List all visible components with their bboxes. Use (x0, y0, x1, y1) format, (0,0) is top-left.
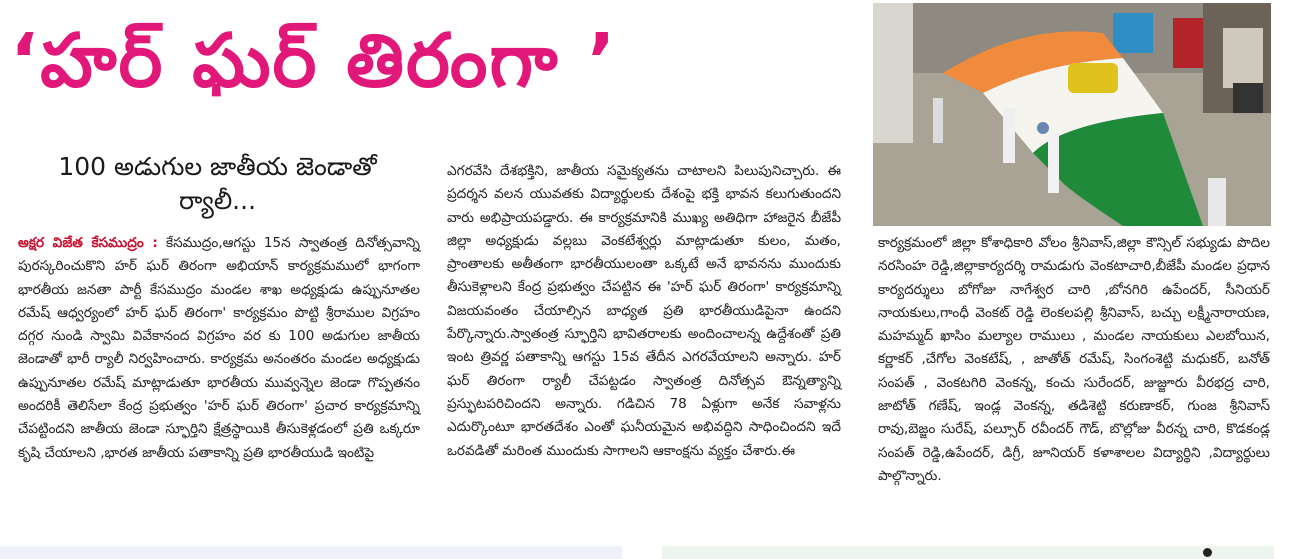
article-text-col3: కార్యక్రమంలో జిల్లా కోశాధికారి వోలం శ్రీనివాస్,జిల్లా కౌన్సిల్ సభ్యుడు పొదిల నరసింహ రెడ్డి,జిల్లాకార్యదర్శి రామడుగు వెంకటాచారి,బీజేపీ మండల ప్రధాన కార్యదర్శులు బోగోజు నాగేశ్వర చారి ,బోనగిరి ఉపేందర్, సీనియర్ నాయకులు,గాంధీ వెంకట్ రెడ్డి లెంకలపల్లి శ్రీనివాస్, బచ్చు లక్ష్మీనారాయణ, మహమ్మద్ ఖాసిం మల్యాల రాములు , మండల నాయకులు ఎలబోయిన, కర్ణాకర్ ,చేగోల వెంకటేష్, , జాతోత్ రమేష్, సింగంశెట్టి మధుకర్, బనోత్ సంపత్ , వెంకటగిరి వెంకన్న, కంచు సురేందర్, జుజ్జూరు వీరభద్ర చారి, జాటోత్ గణేష్, ఇండ్ల వెంకన్న, తడిశెట్టి కరుణాకర్, గుంజ శ్రీనివాస్ రావు,బెజ్జం సురేష్, పల్సూర్ రవీందర్ గౌడ్, బొల్లోజు వీరన్న చారి, కొడకండ్ల సంపత్ రెడ్డి,ఉపేందర్, డిగ్రీ, జూనియర్ కళాశాలల విద్యార్థిని ,విద్యార్థులు పాల్గొన్నారు. (878, 235, 1270, 484)
rally-photo (873, 3, 1271, 226)
headline: ‘హర్ ఘర్ తిరంగా ’ (10, 18, 618, 104)
subheadline: 100 అడుగుల జాతీయ జెండాతో ర్యాలీ... (58, 152, 377, 215)
article-column-1 (18, 232, 420, 465)
article-column-2 (447, 160, 841, 463)
bullet-dot (1203, 548, 1212, 557)
next-article-strip-left (0, 546, 622, 559)
article-text-col1: కేసముద్రం,ఆగస్టు 15న స్వాతంత్ర దినోత్సవాన్ని పురస్కరించుకొని హర్ ఘర్ తిరంగా అభియాన్ కార్యక్రమములో భాగంగా భారతీయ జనతా పార్టీ కేసముద్రం మండల శాఖ అధ్యక్షుడు ఉప్పునూతల రమేష్ ఆధ్వర్యంలో హర్ ఘర్ తిరంగా' కార్యక్రమం పొట్టి శ్రీరాముల విగ్రహం దగ్గర నుండి స్వామి వివేకానంద విగ్రహం వర కు 100 అడుగుల జాతీయ జెండాతో భారీ ర్యాలీ నిర్వహించారు. కార్యక్రమ అనంతరం మండల అధ్యక్షుడు ఉప్పునూతల రమేష్ మాట్లాడుతూ భారతీయ మువ్వన్నెల జెండా గొప్పతనం అందరికీ తెలిసేలా కేంద్ర ప్రభుత్వం 'హర్ ఘర్ తిరంగా' ప్రచార కార్యక్రమాన్ని చేపట్టిందని జాతీయ జెండా స్ఫూర్తిని క్షేత్రస్థాయికి తీసుకెళ్లడంలో ప్రతి ఒక్కరూ కృషి చేయాలని ,భారత జాతీయ పతాకాన్ని ప్రతి భారతీయుడి ఇంటిపై (18, 235, 420, 461)
article-text-col2: ఎగరవేసి దేశభక్తిని, జాతీయ సమైక్యతను చాటాలని పిలుపునిచ్చారు. ఈ ప్రదర్శన వలన యువతకు విద్యార్థులకు దేశంపై భక్తి భావన కలుగుతుందని వారు అభిప్రాయపడ్డారు. ఈ కార్యక్రమానికి ముఖ్య అతిధిగా హాజరైన బీజేపీ జిల్లా అధ్యక్షుడు వల్లబు వెంకటేశ్వర్లు మాట్లాడుతూ కులం, మతం, ప్రాంతాలకు అతీతంగా భారతీయులంతా ఒక్కటే అనే భావనను ముందుకు తీసుకెళ్లాలని కేంద్ర ప్రభుత్వం చేపట్టిన ఈ 'హర్ ఘర్ తిరంగా' కార్యక్రమాన్ని విజయవంతం చేయాల్సిన బాధ్యత ప్రతి భారతీయుడిపైనా ఉందని పేర్కొన్నారు.స్వాతంత్ర స్ఫూర్తిని భావితరాలకు అందించాలన్న ఉద్దేశంతో ప్రతి ఇంట త్రివర్ణ పతాకాన్ని ఆగస్టు 15వ తేదీన ఎగరవేయాలని అన్నారు. హర్ ఘర్ తిరంగా ర్యాలీ చేపట్టడం స్వాతంత్ర దినోత్సవ ఔన్నత్యాన్ని ప్రస్ఫుటపరిచిందని అన్నారు. గడిచిన 78 ఏళ్లుగా అనేక సవాళ్లను ఎదుర్కొంటూ భారతదేశం ఎంతో ఘనీయమైన అభివద్ధిని సాధించిందని ఇదే ఒరవడితో మరింత ముందుకు సాగాలని ఆకాంక్షను వ్యక్తం చేశారు.ఈ (447, 163, 841, 459)
article-column-3 (878, 232, 1270, 488)
next-article-strip-right (662, 546, 1274, 559)
byline: అక్షర విజేత కేసముద్రం : (18, 235, 158, 251)
